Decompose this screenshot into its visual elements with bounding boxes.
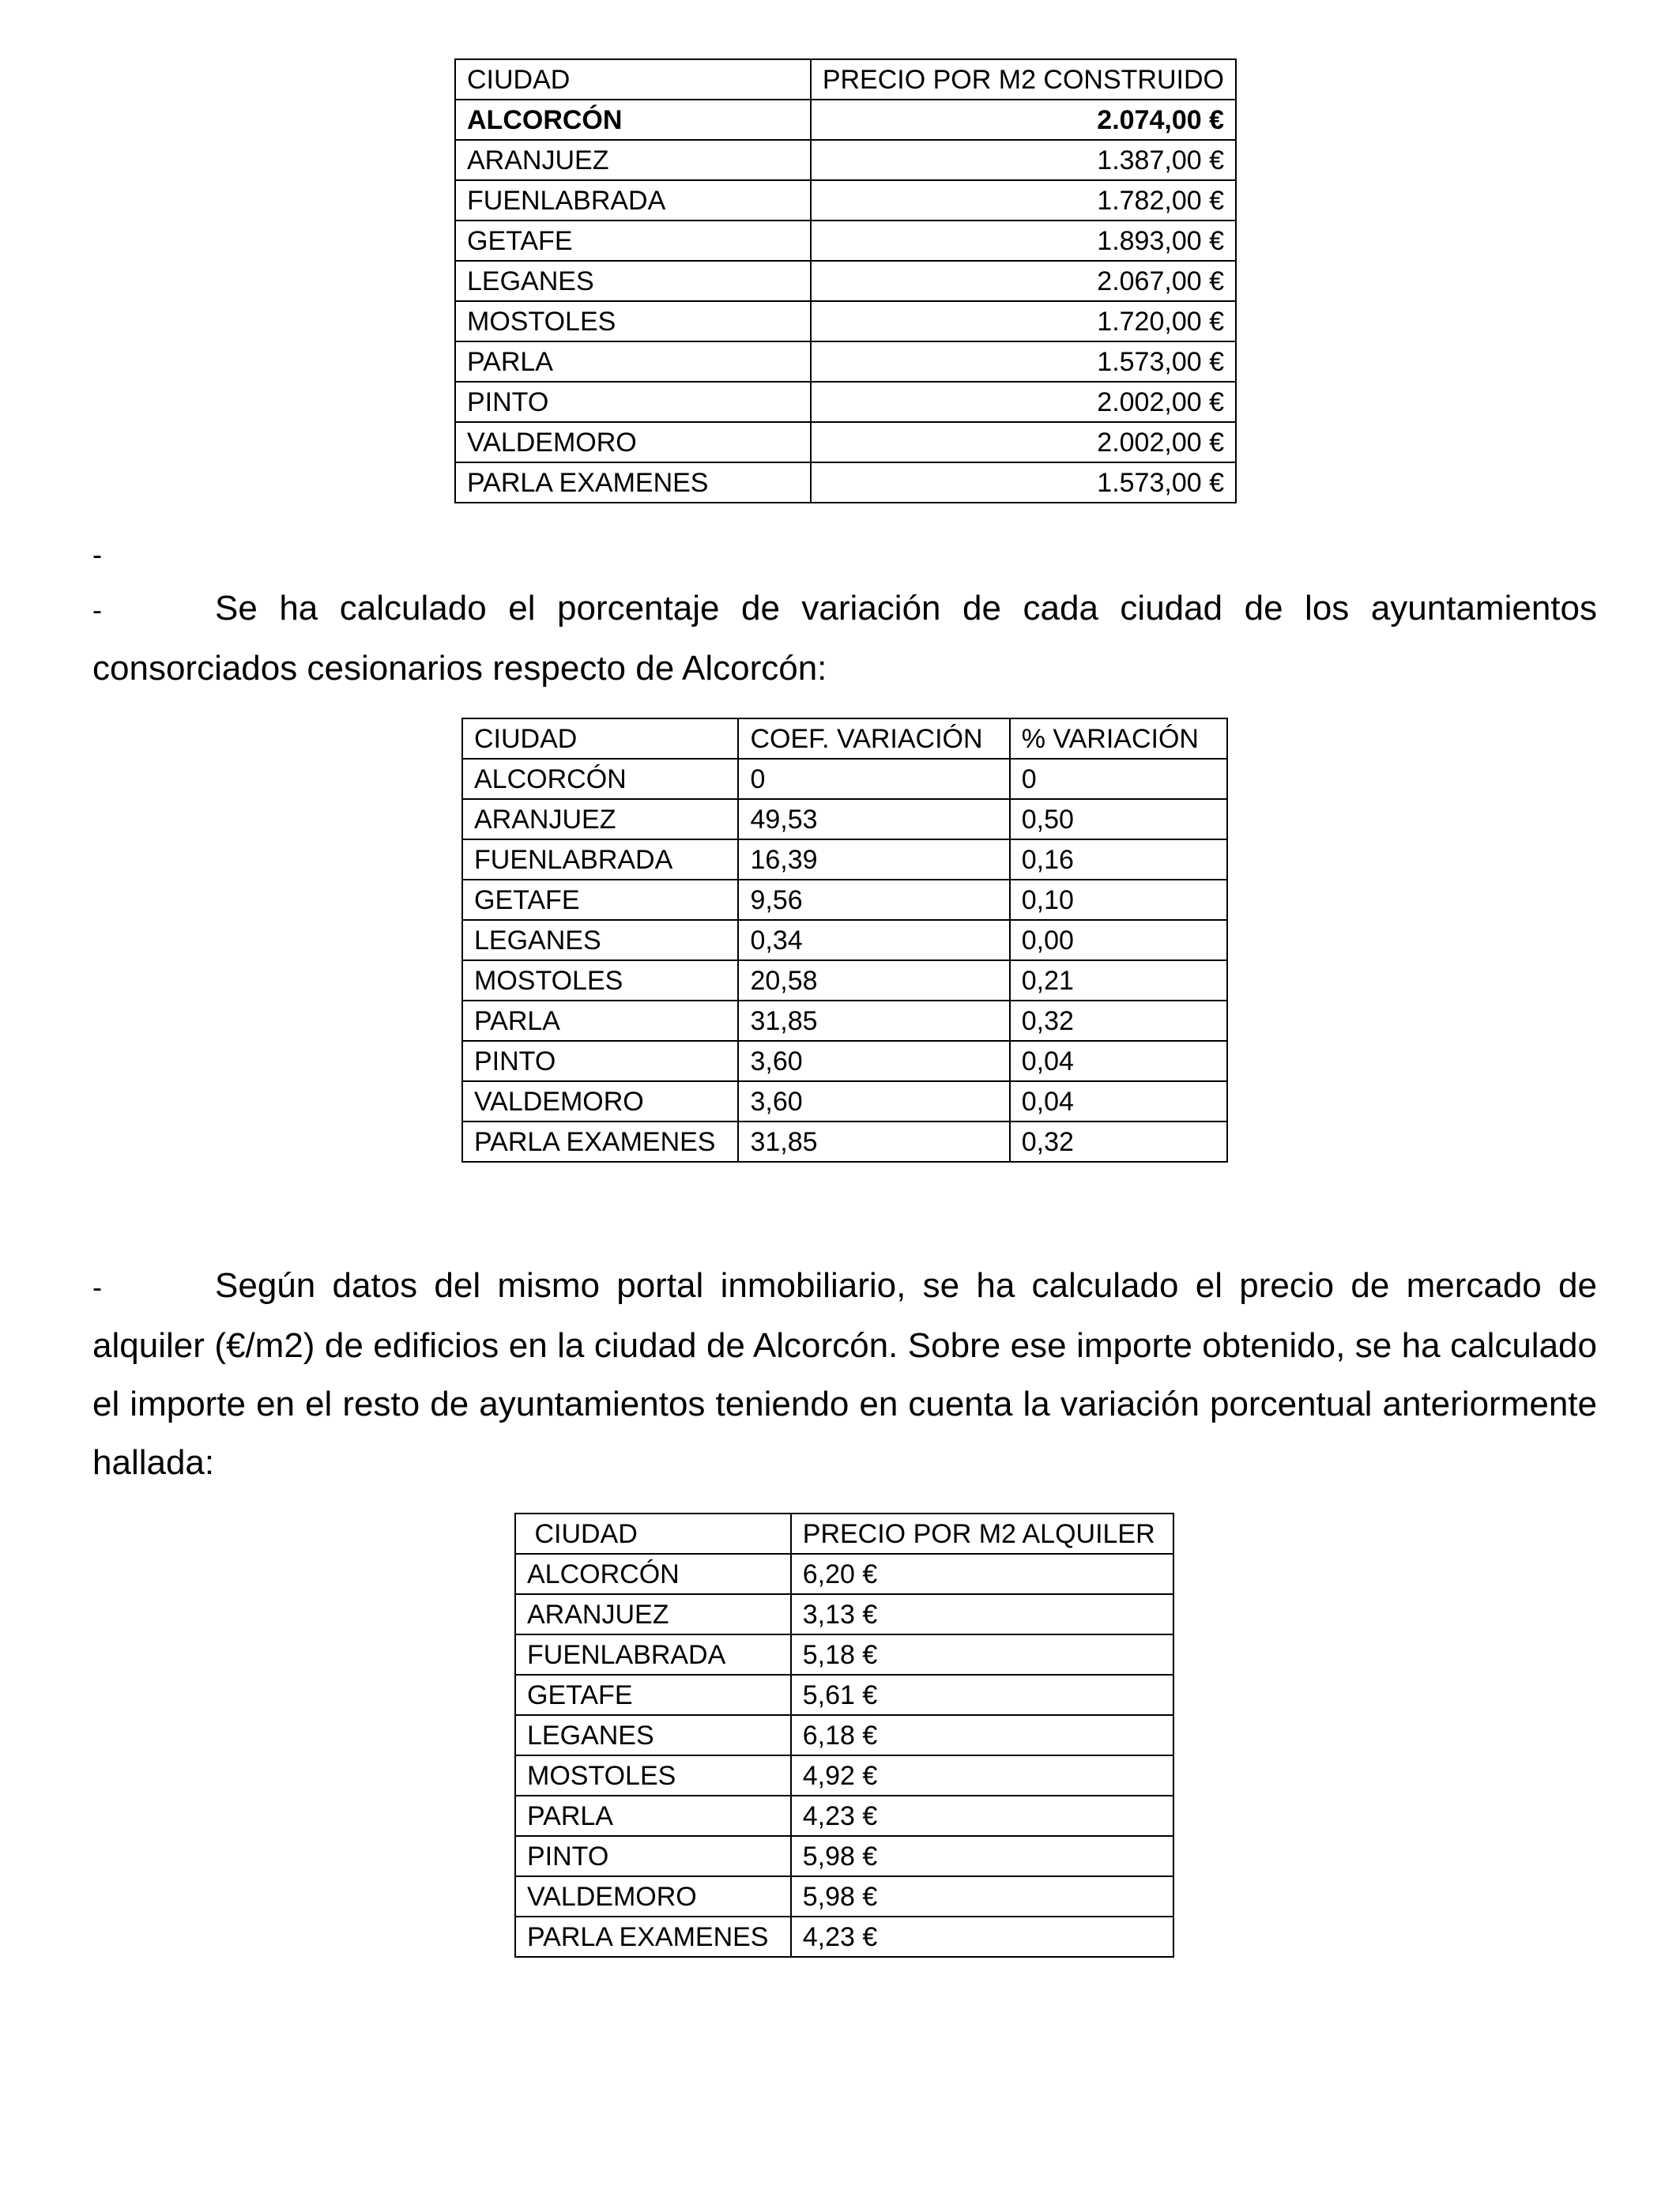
table-row <box>462 920 1227 960</box>
price-cell: 1.387,00 € <box>811 140 1236 180</box>
table-row <box>462 960 1227 1001</box>
bullet-dash: - <box>92 1271 102 1303</box>
percent-cell: 0,32 <box>1010 1122 1227 1162</box>
coef-cell: 0 <box>738 759 1009 799</box>
table-row <box>515 1634 1173 1675</box>
coef-cell: 49,53 <box>738 799 1009 839</box>
city-cell: GETAFE <box>515 1675 791 1715</box>
price-cell: 2.067,00 € <box>811 261 1236 301</box>
table-row <box>455 382 1236 422</box>
rent-cell: 4,92 € <box>791 1755 1173 1796</box>
table-row <box>455 140 1236 180</box>
table-row <box>515 1917 1173 1957</box>
city-cell: LEGANES <box>462 920 738 960</box>
city-cell: MOSTOLES <box>515 1755 791 1796</box>
city-cell: PINTO <box>515 1836 791 1876</box>
table-row <box>515 1796 1173 1836</box>
table-row <box>515 1554 1173 1594</box>
table-row <box>455 261 1236 301</box>
table-row <box>462 880 1227 920</box>
price-cell: 1.573,00 € <box>811 341 1236 382</box>
coef-cell: 31,85 <box>738 1001 1009 1041</box>
city-cell: FUENLABRADA <box>515 1634 791 1675</box>
header-percent-variation: % VARIACIÓN <box>1010 718 1227 759</box>
price-cell: 2.002,00 € <box>811 382 1236 422</box>
coef-cell: 20,58 <box>738 960 1009 1001</box>
bullet-dash: - <box>92 594 102 626</box>
rent-cell: 4,23 € <box>791 1796 1173 1836</box>
table-row <box>462 839 1227 880</box>
price-cell: 1.720,00 € <box>811 301 1236 341</box>
variation-table <box>461 718 1228 1163</box>
city-cell: FUENLABRADA <box>462 839 738 880</box>
city-cell: LEGANES <box>515 1715 791 1755</box>
paragraph-variation-intro <box>92 579 1597 698</box>
table-row <box>462 1122 1227 1162</box>
percent-cell: 0,00 <box>1010 920 1227 960</box>
price-cell: 1.573,00 € <box>811 462 1236 503</box>
rent-cell: 5,18 € <box>791 1634 1173 1675</box>
city-cell: PARLA EXAMENES <box>455 462 811 503</box>
city-cell: GETAFE <box>462 880 738 920</box>
percent-cell: 0,50 <box>1010 799 1227 839</box>
paragraph-text: Según datos del mismo portal inmobiliario, se ha calculado el precio de mercado de alquiler (€/m2) de edificios en la ciudad de Alcorcón. Sobre ese importe obtenido, se ha calculado el importe en el resto de ayuntamientos teniendo en cuenta la variación porcentual anteriormente hallada: <box>92 1266 1597 1482</box>
city-cell: PARLA EXAMENES <box>515 1917 791 1957</box>
city-cell: ALCORCÓN <box>462 759 738 799</box>
header-coef-variation: COEF. VARIACIÓN <box>738 718 1009 759</box>
coef-cell: 16,39 <box>738 839 1009 880</box>
city-cell: MOSTOLES <box>455 301 811 341</box>
rent-cell: 5,98 € <box>791 1876 1173 1917</box>
paragraph-text: Se ha calculado el porcentaje de variación de cada ciudad de los ayuntamientos consorciados cesionarios respecto de Alcorcón: <box>92 589 1597 688</box>
price-rent-table <box>514 1513 1174 1958</box>
rent-cell: 5,61 € <box>791 1675 1173 1715</box>
city-cell: PARLA <box>462 1001 738 1041</box>
header-city: CIUDAD <box>515 1514 791 1554</box>
city-cell: PINTO <box>462 1041 738 1081</box>
price-cell: 1.782,00 € <box>811 180 1236 221</box>
rent-cell: 6,18 € <box>791 1715 1173 1755</box>
city-cell: GETAFE <box>455 221 811 261</box>
city-cell: MOSTOLES <box>462 960 738 1001</box>
percent-cell: 0,04 <box>1010 1081 1227 1122</box>
city-cell: ARANJUEZ <box>455 140 811 180</box>
coef-cell: 31,85 <box>738 1122 1009 1162</box>
standalone-dash: - <box>92 538 102 571</box>
rent-cell: 6,20 € <box>791 1554 1173 1594</box>
city-cell: PINTO <box>455 382 811 422</box>
coef-cell: 3,60 <box>738 1081 1009 1122</box>
percent-cell: 0,32 <box>1010 1001 1227 1041</box>
header-city: CIUDAD <box>462 718 738 759</box>
table-row <box>455 221 1236 261</box>
table-row <box>455 341 1236 382</box>
city-cell: VALDEMORO <box>515 1876 791 1917</box>
header-price-rent: PRECIO POR M2 ALQUILER <box>791 1514 1173 1554</box>
paragraph-rent-method <box>92 1257 1597 1492</box>
rent-cell: 3,13 € <box>791 1594 1173 1634</box>
price-cell: 2.074,00 € <box>811 100 1236 140</box>
table-header-row <box>455 59 1236 100</box>
city-cell: ARANJUEZ <box>515 1594 791 1634</box>
city-cell: ALCORCÓN <box>455 100 811 140</box>
percent-cell: 0,10 <box>1010 880 1227 920</box>
price-cell: 2.002,00 € <box>811 422 1236 462</box>
percent-cell: 0,21 <box>1010 960 1227 1001</box>
table-row <box>515 1755 1173 1796</box>
city-cell: LEGANES <box>455 261 811 301</box>
table-row <box>515 1675 1173 1715</box>
percent-cell: 0,04 <box>1010 1041 1227 1081</box>
city-cell: VALDEMORO <box>455 422 811 462</box>
table-row <box>515 1715 1173 1755</box>
city-cell: ALCORCÓN <box>515 1554 791 1594</box>
price-built-table <box>454 58 1237 503</box>
city-cell: PARLA <box>455 341 811 382</box>
percent-cell: 0 <box>1010 759 1227 799</box>
header-city: CIUDAD <box>455 59 811 100</box>
table-row <box>515 1836 1173 1876</box>
table-row <box>455 100 1236 140</box>
city-cell: ARANJUEZ <box>462 799 738 839</box>
table-row <box>462 1081 1227 1122</box>
rent-cell: 5,98 € <box>791 1836 1173 1876</box>
table-header-row <box>462 718 1227 759</box>
table-row <box>462 1001 1227 1041</box>
table-row <box>462 1041 1227 1081</box>
table-row <box>455 301 1236 341</box>
coef-cell: 9,56 <box>738 880 1009 920</box>
table-row <box>462 799 1227 839</box>
header-price-built: PRECIO POR M2 CONSTRUIDO <box>811 59 1236 100</box>
table-row <box>462 759 1227 799</box>
city-cell: PARLA <box>515 1796 791 1836</box>
table-row <box>515 1594 1173 1634</box>
city-cell: FUENLABRADA <box>455 180 811 221</box>
coef-cell: 3,60 <box>738 1041 1009 1081</box>
table-row <box>515 1876 1173 1917</box>
percent-cell: 0,16 <box>1010 839 1227 880</box>
rent-cell: 4,23 € <box>791 1917 1173 1957</box>
price-cell: 1.893,00 € <box>811 221 1236 261</box>
coef-cell: 0,34 <box>738 920 1009 960</box>
table-row <box>455 180 1236 221</box>
table-row <box>455 422 1236 462</box>
city-cell: VALDEMORO <box>462 1081 738 1122</box>
table-row <box>455 462 1236 503</box>
table-header-row <box>515 1514 1173 1554</box>
city-cell: PARLA EXAMENES <box>462 1122 738 1162</box>
